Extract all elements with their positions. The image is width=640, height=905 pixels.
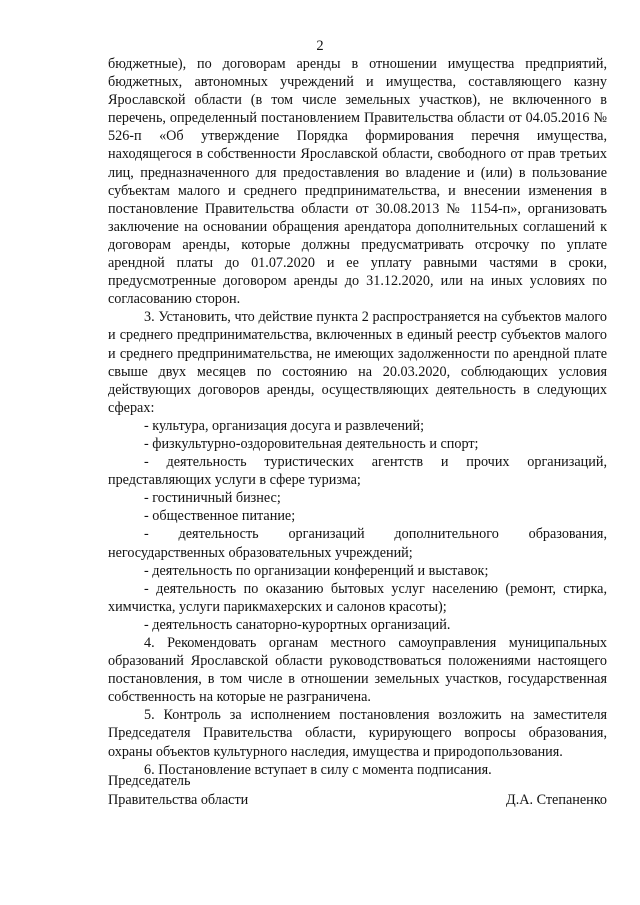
list-item-hotel: - гостиничный бизнес; bbox=[144, 490, 281, 507]
list-item-sanatorium: - деятельность санаторно-курортных организаций. bbox=[144, 616, 451, 633]
list-item-culture: - культура, организация досуга и развлечений; bbox=[144, 417, 425, 434]
signature-row bbox=[108, 791, 607, 810]
signatory-title-line2: Правительства области bbox=[108, 791, 249, 808]
paragraph-item-3: 3. Установить, что действие пункта 2 распространяется на субъектов малого и среднего предпринимательства, включенных в единый реестр субъектов малого и среднего предпринимательства, не имеющих задолженности по арендной плате свыше двух месяцев по состоянию на 20.03.2020, соблюдающих условия действующих договоров аренды, осуществляющих деятельность в следующих сферах: bbox=[108, 309, 607, 416]
paragraph-continuation: бюджетные), по договорам аренды в отношении имущества предприятий, бюджетных, автономных учреждений и имущества, составляющего казну Ярославской области (в том числе земельных участков), не включенного в перечень, определенный постановлением Правительства области от 04.05.2016 № 526-п «Об утверждение Порядка формирования перечня имущества, находящегося в собственности Ярославской области, свободного от прав третьих лиц, предназначенного для предоставления во владение и (или) в пользование субъектам малого и среднего предпринимательства, и внесении изменения в постановление Правительства области от 30.08.2013 № 1154-п», организовать заключение на основании обращения арендатора дополнительных соглашений к договорам аренды, которые должны предусматривать отсрочку по уплате арендной платы до 01.07.2020 и ее уплату равными частями в сроки, предусмотренные договором аренды до 31.12.2020, или на иных условиях по согласованию сторон. bbox=[108, 56, 607, 308]
paragraph-item-6: 6. Постановление вступает в силу с момента подписания. bbox=[144, 761, 492, 778]
list-item-tourism: - деятельность туристических агентств и прочих организаций, представляющих услуги в сфере туризма; bbox=[108, 454, 607, 489]
list-item-catering: - общественное питание; bbox=[144, 508, 296, 525]
list-item-sport: - физкультурно-оздоровительная деятельность и спорт; bbox=[144, 435, 479, 452]
signature-block bbox=[108, 772, 607, 809]
list-item-household-services: - деятельность по оказанию бытовых услуг населению (ремонт, стирка, химчистка, услуги парикмахерских и салонов красоты); bbox=[108, 580, 607, 615]
paragraph-item-4: 4. Рекомендовать органам местного самоуправления муниципальных образований Ярославской области руководствоваться положениями настоящего постановления, в том числе в отношении земельных участков, государственная собственность на которые не разграничена. bbox=[108, 635, 607, 706]
signatory-name: Д.А. Степаненко bbox=[506, 791, 607, 808]
list-item-education: - деятельность организаций дополнительного образования, негосударственных образовательных учреждений; bbox=[108, 526, 607, 561]
signatory-title-line1: Председатель bbox=[108, 773, 191, 789]
document-body bbox=[108, 55, 607, 779]
paragraph-item-5: 5. Контроль за исполнением постановления возложить на заместителя Председателя Правительства области, курирующего вопросы образования, охраны объектов культурного наследия, имущества и природопользования. bbox=[108, 707, 607, 760]
list-item-conferences: - деятельность по организации конференций и выставок; bbox=[144, 562, 489, 579]
page-number: 2 bbox=[316, 38, 324, 54]
